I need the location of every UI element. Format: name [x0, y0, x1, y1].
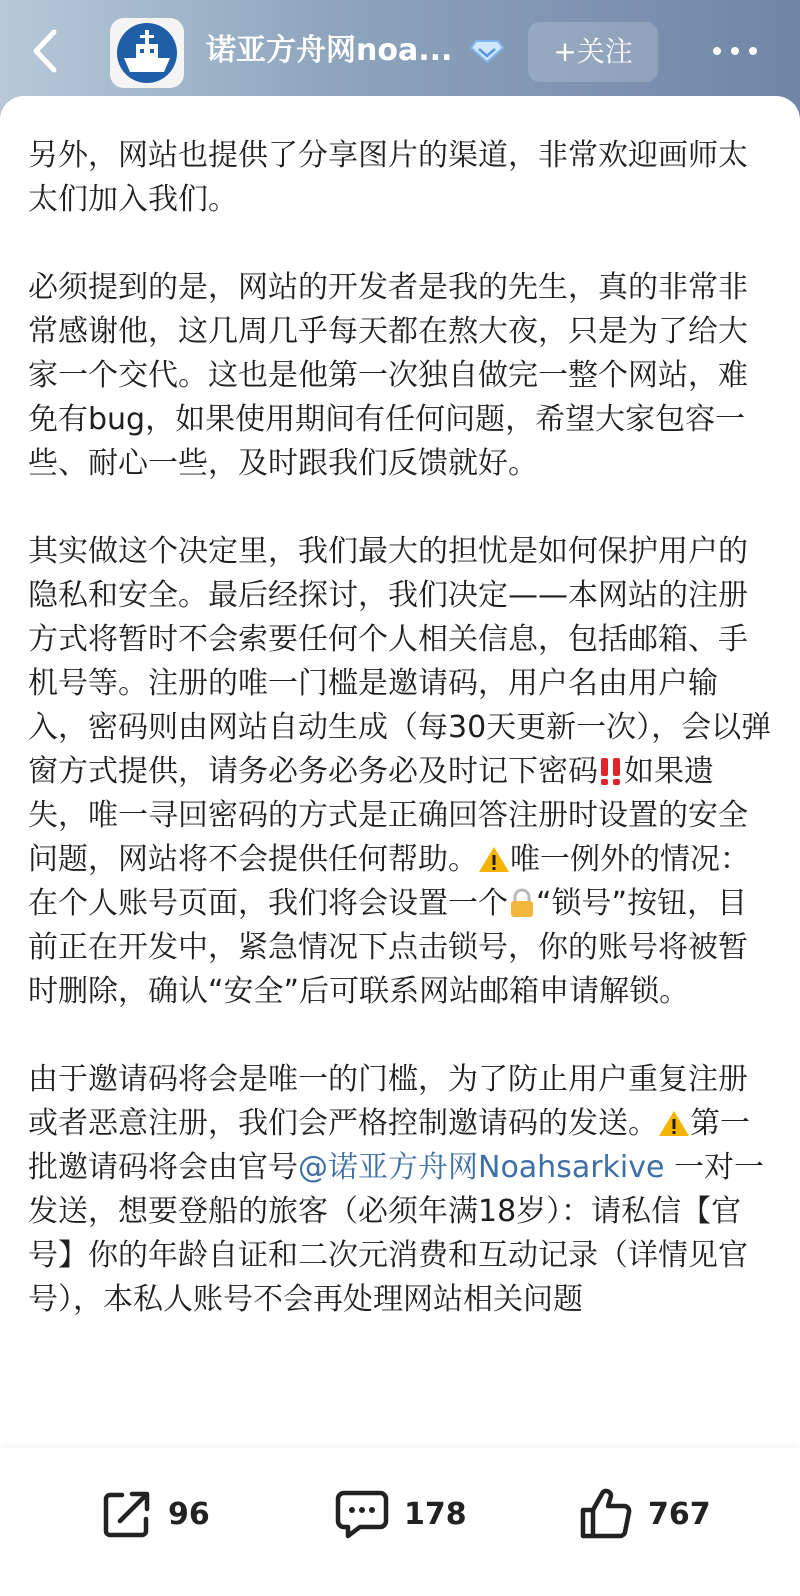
like-button[interactable]	[578, 1484, 711, 1544]
comment-button[interactable]	[334, 1484, 467, 1544]
official-account-mention[interactable]: @诺亚方舟网Noahsarkive	[298, 1150, 665, 1185]
invite-text-a: 由于邀请码将会是唯一的门槛，为了防止用户重复注册或者恶意注册，我们会严格控制邀请码的发送。	[28, 1062, 748, 1141]
ark-logo-icon	[110, 18, 184, 88]
more-icon[interactable]	[708, 36, 762, 66]
paragraph-share-images: 另外，网站也提供了分享图片的渠道，非常欢迎画师太太们加入我们。	[28, 138, 748, 217]
share-count: 96	[168, 1496, 210, 1532]
share-button[interactable]	[100, 1484, 210, 1544]
lock-icon	[508, 888, 536, 918]
comment-icon	[334, 1487, 390, 1541]
paragraph-developer: 必须提到的是，网站的开发者是我的先生，真的非常非常感谢他，这几周几乎每天都在熬大夜，只是为了给大家一个交代。这也是他第一次独自做完一整个网站，难免有bug，如果使用期间有任何问题，希望大家包容一些、耐心一些，及时跟我们反馈就好。	[28, 270, 748, 481]
privacy-text-a: 其实做这个决定里，我们最大的担忧是如何保护用户的隐私和安全。最后经探讨，我们决定——本网站的注册方式将暂时不会索要任何个人相关信息，包括邮箱、手机号等。注册的唯一门槛是邀请码，用户名由用户输入，密码则由网站自动生成（每30天更新一次），会以弹窗方式提供，请务必务必务必及时记下密码	[28, 534, 772, 789]
like-count: 767	[648, 1496, 711, 1532]
invite-text-b: 第一批邀请码将会由官号	[28, 1106, 750, 1185]
invite-text-c: 一对一发送，想要登船的旅客（必须年满18岁）：请私信【官号】你的年龄自证和二次元消费和互动记录（详情见官号），本私人账号不会再处理网站相关问题	[28, 1150, 765, 1317]
privacy-text-d: “锁号”按钮，目前正在开发中，紧急情况下点击锁号，你的账号将被暂时删除，确认“安全”后可联系网站邮箱申请解锁。	[28, 886, 748, 1009]
share-icon	[100, 1487, 154, 1541]
post-body	[28, 134, 773, 1322]
thumbs-up-icon	[578, 1486, 634, 1542]
paragraph-invite-code	[28, 1058, 773, 1322]
avatar[interactable]	[110, 18, 184, 88]
account-name[interactable]: 诺亚方舟网noa...	[206, 33, 453, 68]
paragraph-privacy	[28, 530, 773, 1014]
post-content-card	[0, 96, 800, 1448]
back-icon[interactable]	[28, 26, 64, 76]
bottom-action-bar	[0, 1448, 800, 1596]
verified-diamond-icon	[470, 38, 504, 64]
warning-icon	[478, 845, 510, 873]
double-exclamation-icon	[598, 756, 624, 786]
comment-count: 178	[404, 1496, 467, 1532]
privacy-text-c: 唯一例外的情况：在个人账号页面，我们将会设置一个	[28, 842, 750, 921]
follow-button[interactable]: +关注	[528, 22, 658, 82]
warning-icon	[658, 1109, 690, 1137]
privacy-text-b: 如果遗失，唯一寻回密码的方式是正确回答注册时设置的安全问题，网站将不会提供任何帮助。	[28, 754, 748, 877]
